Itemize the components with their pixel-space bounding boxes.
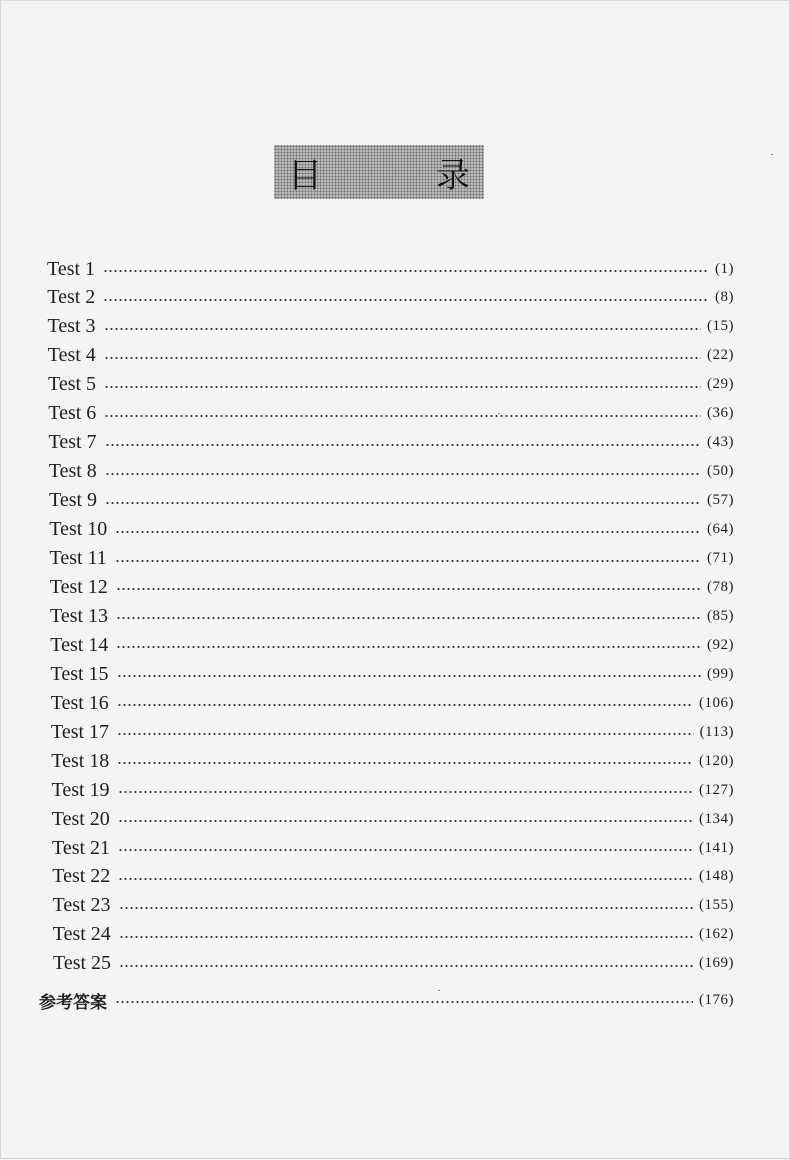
toc-entry-label: Test 2 <box>47 286 96 309</box>
toc-entry-page: (169) <box>699 955 734 972</box>
toc-entry-label: Test 9 <box>49 489 98 512</box>
dot-leader <box>104 414 701 418</box>
toc-entry-label: Test 1 <box>47 257 96 280</box>
scan-speck <box>438 990 440 991</box>
toc-entry <box>52 806 734 832</box>
dot-leader <box>118 877 693 881</box>
toc-entry-page: (176) <box>699 991 734 1008</box>
toc-entry-page: (50) <box>707 463 734 480</box>
toc-entry <box>49 459 734 485</box>
toc-entry-page: (78) <box>707 578 734 595</box>
scan-speck <box>771 154 773 155</box>
toc-entry-page: (64) <box>707 521 734 538</box>
toc-entry-label: Test 5 <box>48 373 97 396</box>
dot-leader <box>117 732 694 736</box>
dot-leader <box>116 616 701 620</box>
toc-entry <box>47 256 734 282</box>
toc-entry-page: (92) <box>707 636 734 653</box>
toc-entry <box>50 574 734 600</box>
toc-entry-page: (113) <box>699 723 734 740</box>
dot-leader <box>118 790 693 794</box>
dot-leader <box>115 559 701 563</box>
dot-leader <box>118 819 693 823</box>
toc-entry <box>48 343 734 369</box>
toc-entry <box>53 922 734 948</box>
dot-leader <box>119 935 693 939</box>
toc-entry <box>48 372 734 398</box>
toc-entry-label: Test 16 <box>50 691 109 714</box>
toc-entry-page: (71) <box>707 550 734 566</box>
toc-entry-label: Test 12 <box>49 575 108 598</box>
toc-entry-label: Test 10 <box>49 518 108 541</box>
dot-leader <box>104 356 701 360</box>
toc-entry <box>52 835 734 861</box>
toc-entry-label: Test 4 <box>47 344 96 367</box>
dot-leader <box>117 674 701 678</box>
dot-leader <box>105 501 701 505</box>
toc-entry <box>50 632 734 658</box>
toc-entry <box>52 777 735 803</box>
dot-leader <box>115 530 701 534</box>
toc-entry-label: Test 20 <box>51 807 110 830</box>
toc-entry-page: (127) <box>699 781 734 798</box>
toc-entry-label: Test 14 <box>50 633 109 656</box>
toc-entry <box>48 314 735 340</box>
toc-entry-label: Test 17 <box>51 720 110 743</box>
toc-entry-page: (36) <box>707 405 734 422</box>
toc-entry-page: (155) <box>699 897 734 914</box>
toc-entry <box>53 893 735 919</box>
toc-entry <box>51 719 734 745</box>
toc-entry-page: (15) <box>707 318 734 335</box>
dot-leader <box>117 761 693 765</box>
toc-entry-label: Test 11 <box>49 547 107 569</box>
toc-entry-label: Test 15 <box>50 662 109 685</box>
toc-entry-label: Test 8 <box>48 460 97 483</box>
toc-entry-label: Test 6 <box>48 402 97 425</box>
toc-entry-label: Test 23 <box>52 894 111 917</box>
toc-entry <box>49 488 734 514</box>
toc-entry-page: (43) <box>707 434 734 451</box>
toc-entry-label: Test 21 <box>52 836 111 859</box>
dot-leader <box>118 848 693 852</box>
toc-entry <box>50 603 734 629</box>
dot-leader <box>116 587 701 591</box>
toc-entry-page: (162) <box>699 926 734 943</box>
toc-entry-label: 参考答案 <box>39 992 107 1013</box>
dot-leader <box>103 298 709 302</box>
dot-leader <box>104 327 701 331</box>
toc-entry-label: Test 22 <box>52 865 111 888</box>
scan-speck <box>498 413 500 414</box>
dot-leader <box>104 385 701 389</box>
dot-leader <box>105 472 701 476</box>
dot-leader <box>116 645 701 649</box>
toc-entry-label: Test 24 <box>52 923 111 946</box>
toc-entry-page: (85) <box>707 607 734 624</box>
toc-entry-label: Test 18 <box>51 749 110 772</box>
table-of-contents <box>1 1 790 1160</box>
dot-leader <box>117 703 693 707</box>
toc-entry-label: Test 25 <box>53 952 112 975</box>
toc-entry <box>47 285 734 311</box>
toc-entry <box>49 517 734 543</box>
toc-entry-page: (8) <box>715 289 734 306</box>
dot-leader <box>103 269 709 273</box>
toc-entry <box>51 690 734 716</box>
toc-entry-page: (99) <box>707 665 734 682</box>
dot-leader <box>115 1000 693 1004</box>
dot-leader <box>119 964 693 968</box>
toc-entry-page: (148) <box>699 868 734 885</box>
toc-entry-page: (57) <box>707 492 734 509</box>
toc-entry-label: Test 7 <box>48 431 97 454</box>
toc-entry-page: (141) <box>699 839 734 856</box>
toc-entry <box>50 546 735 572</box>
toc-entry-page: (22) <box>707 347 734 364</box>
toc-entry <box>49 430 735 456</box>
page-title: 目 录 <box>288 155 510 196</box>
toc-entry-label: Test 19 <box>51 778 110 801</box>
toc-entry-page: (29) <box>707 376 734 393</box>
toc-entry <box>48 401 734 427</box>
toc-entry-page: (134) <box>699 810 734 827</box>
toc-entry-page: (1) <box>715 260 734 277</box>
toc-entry <box>53 951 734 977</box>
toc-entry <box>52 864 734 890</box>
dot-leader <box>119 906 693 910</box>
toc-entry <box>51 661 735 687</box>
toc-entry <box>39 987 734 1013</box>
toc-entry-label: Test 3 <box>47 315 96 338</box>
toc-entry-page: (120) <box>699 752 734 769</box>
toc-entry-label: Test 13 <box>50 604 109 627</box>
toc-entry <box>51 748 734 774</box>
dot-leader <box>105 443 701 447</box>
toc-entry-page: (106) <box>699 694 734 711</box>
